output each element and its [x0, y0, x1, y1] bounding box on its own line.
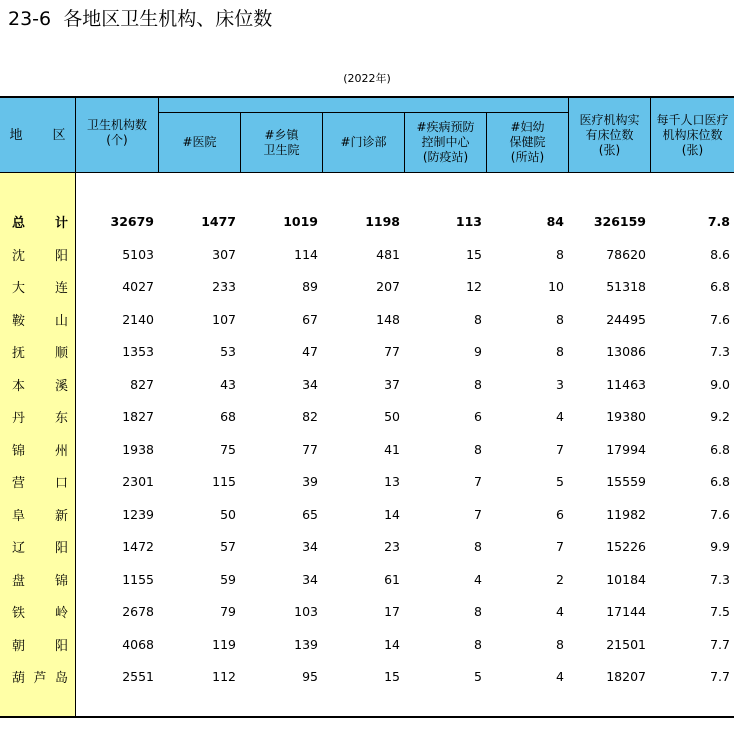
- header-township: #乡镇 卫生院: [263, 127, 300, 157]
- cell-beds-per-k: 7.7: [710, 668, 730, 684]
- cell-cdc: 6: [474, 408, 482, 424]
- row-region-char: 营: [12, 475, 26, 491]
- cell-beds: 24495: [606, 311, 646, 327]
- cell-beds-per-k: 7.6: [710, 311, 730, 327]
- cell-institutions: 5103: [122, 246, 154, 262]
- header-region-char: 地: [9, 127, 23, 143]
- cell-maternal: 84: [546, 213, 564, 229]
- cell-cdc: 8: [474, 376, 482, 392]
- cell-township: 89: [302, 278, 318, 294]
- row-region-char: 锦: [12, 443, 26, 459]
- cell-institutions: 1155: [122, 571, 154, 587]
- row-region-label: [12, 563, 68, 595]
- cell-hospital: 233: [212, 278, 236, 294]
- cell-cdc: 8: [474, 636, 482, 652]
- cell-hospital: 57: [220, 538, 236, 554]
- cell-beds: 17994: [606, 441, 646, 457]
- cell-institutions: 1827: [122, 408, 154, 424]
- row-region-char: 溪: [54, 378, 68, 394]
- row-region-label: [12, 595, 68, 627]
- row-region-char: 阳: [54, 540, 68, 556]
- cell-maternal: 2: [556, 571, 564, 587]
- row-region-char: 盘: [12, 573, 26, 589]
- cell-hospital: 75: [220, 441, 236, 457]
- cell-hospital: 50: [220, 506, 236, 522]
- cell-township: 103: [294, 603, 318, 619]
- cell-township: 34: [302, 571, 318, 587]
- cell-maternal: 5: [556, 473, 564, 489]
- cell-institutions: 827: [130, 376, 154, 392]
- row-region-char: 口: [54, 475, 68, 491]
- row-region-char: 鞍: [12, 313, 26, 329]
- cell-cdc: 4: [474, 571, 482, 587]
- cell-maternal: 8: [556, 246, 564, 262]
- row-region-char: 阜: [12, 508, 26, 524]
- row-region-label: [12, 205, 68, 237]
- cell-beds-per-k: 7.8: [707, 213, 730, 229]
- row-region-char: 锦: [54, 573, 68, 589]
- row-region-char: 总: [12, 215, 26, 231]
- row-region-char: 山: [54, 313, 68, 329]
- cell-hospital: 59: [220, 571, 236, 587]
- header-institutions: 卫生机构数 (个): [86, 118, 147, 147]
- cell-beds-per-k: 7.7: [710, 636, 730, 652]
- cell-clinic: 13: [384, 473, 400, 489]
- cell-beds: 21501: [606, 636, 646, 652]
- cell-maternal: 7: [556, 538, 564, 554]
- cell-maternal: 3: [556, 376, 564, 392]
- cell-clinic: 14: [384, 506, 400, 522]
- cell-hospital: 307: [212, 246, 236, 262]
- cell-institutions: 4068: [122, 636, 154, 652]
- row-region-char: 顺: [54, 345, 68, 361]
- row-region-char: 大: [12, 280, 26, 296]
- cell-hospital: 112: [212, 668, 236, 684]
- header-region: [0, 98, 75, 172]
- cell-township: 95: [302, 668, 318, 684]
- cell-cdc: 15: [466, 246, 482, 262]
- cell-institutions: 1472: [122, 538, 154, 554]
- cell-beds: 17144: [606, 603, 646, 619]
- cell-beds: 326159: [593, 213, 646, 229]
- cell-beds: 15559: [606, 473, 646, 489]
- cell-clinic: 148: [376, 311, 400, 327]
- bottom-border: [0, 716, 734, 718]
- cell-cdc: 9: [474, 343, 482, 359]
- cell-beds-per-k: 9.2: [710, 408, 730, 424]
- header-beds-per-thousand: 每千人口医疗 机构床位数 (张): [656, 112, 729, 157]
- cell-cdc: 113: [455, 213, 482, 229]
- cell-clinic: 1198: [365, 213, 400, 229]
- row-region-char: 丹: [12, 410, 26, 426]
- cell-beds-per-k: 8.6: [710, 246, 730, 262]
- cell-township: 34: [302, 376, 318, 392]
- header-cdc: #疾病预防 控制中心 (防疫站): [416, 120, 475, 164]
- row-region-label: [12, 335, 68, 367]
- cell-institutions: 1938: [122, 441, 154, 457]
- cell-hospital: 1477: [201, 213, 236, 229]
- row-region-label: [12, 628, 68, 660]
- cell-maternal: 8: [556, 311, 564, 327]
- header-beds: 医疗机构实 有床位数 (张): [579, 112, 640, 157]
- cell-clinic: 15: [384, 668, 400, 684]
- cell-institutions: 4027: [122, 278, 154, 294]
- row-region-char: 岭: [54, 605, 68, 621]
- row-region-label: [12, 270, 68, 302]
- cell-cdc: 8: [474, 311, 482, 327]
- cell-clinic: 207: [376, 278, 400, 294]
- cell-maternal: 4: [556, 603, 564, 619]
- header-clinic: #门诊部: [340, 135, 387, 149]
- cell-beds-per-k: 7.3: [710, 343, 730, 359]
- cell-beds-per-k: 6.8: [710, 278, 730, 294]
- cell-maternal: 8: [556, 636, 564, 652]
- row-region-label: [12, 400, 68, 432]
- row-region-label: [12, 368, 68, 400]
- cell-beds: 11463: [606, 376, 646, 392]
- row-region-label: [12, 303, 68, 335]
- cell-maternal: 6: [556, 506, 564, 522]
- row-region-char: 连: [54, 280, 68, 296]
- row-region-char: 东: [54, 410, 68, 426]
- row-region-char: 州: [54, 443, 68, 459]
- cell-beds: 19380: [606, 408, 646, 424]
- cell-beds-per-k: 7.5: [710, 603, 730, 619]
- cell-beds-per-k: 6.8: [710, 473, 730, 489]
- row-region-char: 岛: [54, 670, 68, 686]
- cell-clinic: 41: [384, 441, 400, 457]
- row-region-char: 阳: [54, 248, 68, 264]
- row-region-label: [12, 498, 68, 530]
- cell-township: 39: [302, 473, 318, 489]
- cell-institutions: 32679: [110, 213, 154, 229]
- row-region-label: [12, 465, 68, 497]
- cell-institutions: 1239: [122, 506, 154, 522]
- cell-clinic: 17: [384, 603, 400, 619]
- cell-beds: 10184: [606, 571, 646, 587]
- row-region-char: 辽: [12, 540, 26, 556]
- cell-beds: 51318: [606, 278, 646, 294]
- cell-maternal: 8: [556, 343, 564, 359]
- row-region-char: 计: [54, 215, 68, 231]
- cell-township: 34: [302, 538, 318, 554]
- cell-hospital: 79: [220, 603, 236, 619]
- cell-clinic: 37: [384, 376, 400, 392]
- cell-beds-per-k: 7.3: [710, 571, 730, 587]
- row-region-char: 抚: [12, 345, 26, 361]
- cell-institutions: 2678: [122, 603, 154, 619]
- cell-beds-per-k: 7.6: [710, 506, 730, 522]
- cell-clinic: 61: [384, 571, 400, 587]
- cell-clinic: 23: [384, 538, 400, 554]
- cell-institutions: 2301: [122, 473, 154, 489]
- cell-hospital: 115: [212, 473, 236, 489]
- row-region-label: [12, 660, 68, 692]
- cell-maternal: 4: [556, 668, 564, 684]
- cell-beds: 15226: [606, 538, 646, 554]
- cell-hospital: 68: [220, 408, 236, 424]
- cell-hospital: 43: [220, 376, 236, 392]
- cell-beds-per-k: 9.0: [710, 376, 730, 392]
- cell-beds: 78620: [606, 246, 646, 262]
- cell-township: 114: [294, 246, 318, 262]
- header-region-char: 区: [52, 127, 66, 143]
- header-hospital: #医院: [182, 135, 217, 149]
- cell-township: 77: [302, 441, 318, 457]
- row-region-char: 沈: [12, 248, 26, 264]
- cell-cdc: 8: [474, 603, 482, 619]
- cell-township: 82: [302, 408, 318, 424]
- cell-beds-per-k: 9.9: [710, 538, 730, 554]
- cell-township: 1019: [283, 213, 318, 229]
- row-region-char: 阳: [54, 638, 68, 654]
- cell-beds: 11982: [606, 506, 646, 522]
- cell-township: 65: [302, 506, 318, 522]
- cell-cdc: 7: [474, 506, 482, 522]
- cell-cdc: 8: [474, 441, 482, 457]
- row-region-char: 朝: [12, 638, 26, 654]
- year-note: (2022年): [343, 72, 391, 85]
- row-region-label: [12, 238, 68, 270]
- page-title: 23-6 各地区卫生机构、床位数: [8, 8, 273, 30]
- cell-cdc: 8: [474, 538, 482, 554]
- cell-clinic: 481: [376, 246, 400, 262]
- cell-maternal: 10: [548, 278, 564, 294]
- cell-township: 67: [302, 311, 318, 327]
- cell-township: 139: [294, 636, 318, 652]
- cell-hospital: 107: [212, 311, 236, 327]
- cell-institutions: 2551: [122, 668, 154, 684]
- row-region-char: 铁: [12, 605, 26, 621]
- cell-cdc: 5: [474, 668, 482, 684]
- cell-clinic: 14: [384, 636, 400, 652]
- cell-beds-per-k: 6.8: [710, 441, 730, 457]
- cell-cdc: 7: [474, 473, 482, 489]
- header-divider: [0, 172, 734, 173]
- cell-clinic: 50: [384, 408, 400, 424]
- cell-hospital: 119: [212, 636, 236, 652]
- cell-clinic: 77: [384, 343, 400, 359]
- cell-beds: 13086: [606, 343, 646, 359]
- row-region-label: [12, 530, 68, 562]
- cell-maternal: 7: [556, 441, 564, 457]
- row-region-char: 芦: [33, 670, 47, 686]
- header-maternal: #妇幼 保健院 (所站): [509, 120, 546, 164]
- cell-institutions: 1353: [122, 343, 154, 359]
- cell-cdc: 12: [466, 278, 482, 294]
- cell-institutions: 2140: [122, 311, 154, 327]
- cell-beds: 18207: [606, 668, 646, 684]
- cell-maternal: 4: [556, 408, 564, 424]
- cell-township: 47: [302, 343, 318, 359]
- row-region-char: 本: [12, 378, 26, 394]
- cell-hospital: 53: [220, 343, 236, 359]
- row-region-char: 葫: [12, 670, 26, 686]
- statistics-table: [0, 96, 734, 718]
- row-region-char: 新: [54, 508, 68, 524]
- row-region-label: [12, 433, 68, 465]
